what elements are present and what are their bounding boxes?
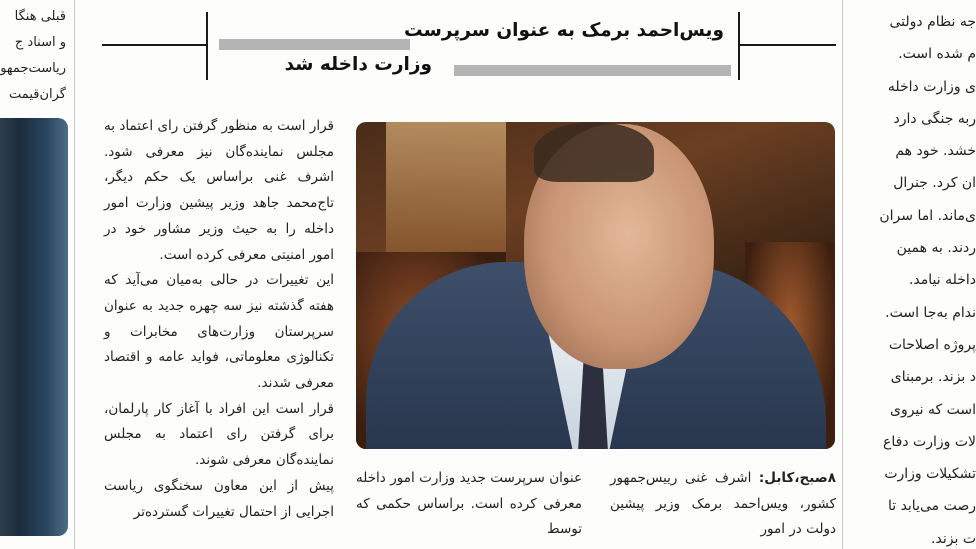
column-divider-right bbox=[842, 0, 843, 549]
right-line: رصت می‌یابد تا bbox=[887, 498, 976, 515]
left-column bbox=[0, 0, 74, 549]
headline-rule-vertical-right bbox=[738, 12, 740, 80]
article-photo bbox=[356, 122, 835, 449]
headline-line-1: ویس‌احمد برمک به عنوان سرپرست bbox=[404, 20, 724, 41]
right-line: ی وزارت داخله bbox=[887, 78, 976, 95]
column-divider-left bbox=[74, 0, 75, 549]
left-line: گران‌قیمت bbox=[9, 87, 66, 102]
right-line: ی‌ماند. اما سران bbox=[879, 207, 976, 224]
article-column-3 bbox=[610, 466, 836, 543]
left-column-photo bbox=[0, 118, 68, 536]
right-line: لات وزارت دفاع bbox=[883, 433, 976, 450]
right-line: ان کرد. جنرال bbox=[893, 175, 976, 192]
right-line: د بزند. برمبنای bbox=[890, 369, 976, 386]
right-line: ربه جنگی دارد bbox=[893, 110, 976, 127]
right-line: م شده است. bbox=[898, 46, 976, 63]
headline-rule-left bbox=[102, 44, 206, 46]
right-line: تشکیلات وزارت bbox=[884, 466, 976, 483]
article-paragraph: قرار است این افراد با آغاز کار پارلمان، برای گرفتن رای اعتماد به مجلس نماینده‌گان معرفی شوند. bbox=[104, 400, 334, 469]
article-paragraph: این تغییرات در حالی به‌میان می‌آید که هفته گذشته نیز سه چهره جدید به عنوان سرپرستان وزارت‌های مخابرات و تکنالوژی معلوماتی، فواید عامه و اقتصاد معرفی شدند. bbox=[104, 272, 334, 392]
article-paragraph: عنوان سرپرست جدید وزارت امور داخله معرفی کرده است. براساس حکمی که توسط bbox=[356, 470, 582, 538]
article-column-2 bbox=[356, 466, 582, 543]
right-column bbox=[850, 6, 976, 549]
right-line: پروژه اصلاحات bbox=[888, 336, 976, 353]
article-paragraph: قرار است به منظور گرفتن رای اعتماد به مجلس نماینده‌گان نیز معرفی شود. اشرف غنی براساس یک حکم دیگر، تاج‌محمد جاهد وزیر پیشین وزارت امور داخله را به حیث وزیر مشاور خود در امور امنیتی معرفی کرده است. bbox=[104, 118, 334, 263]
headline-bar-top bbox=[219, 39, 410, 50]
headline-bar-bottom bbox=[454, 65, 731, 76]
right-line: ندام به‌جا است. bbox=[885, 304, 976, 321]
right-line: ت بزند. bbox=[931, 530, 976, 547]
right-line: ردند. به همین bbox=[896, 240, 976, 257]
right-line: خشد. خود هم bbox=[895, 143, 976, 160]
headline-rule-right bbox=[740, 44, 836, 46]
left-line: ریاست‌جمهو bbox=[0, 61, 66, 76]
article-text: اشرف غنی رییس‌جمهور کشور، ویس‌احمد برمک وزیر پیشین دولت در امور bbox=[610, 470, 836, 538]
left-line: قبلی هنگا bbox=[14, 9, 66, 24]
right-line: است که نیروی bbox=[889, 401, 976, 418]
left-column-text bbox=[0, 4, 66, 108]
article-paragraph bbox=[610, 466, 836, 543]
headline-rule-vertical-left bbox=[206, 12, 208, 80]
dateline: ۸صبح،کابل: bbox=[758, 470, 837, 486]
left-line: و اسناد ج bbox=[14, 35, 66, 50]
right-line: جه نظام دولتی bbox=[889, 14, 976, 30]
right-line: داخله نیامد. bbox=[908, 272, 976, 289]
article-paragraph: پیش از این معاون سخنگوی ریاست اجرایی از احتمال تغییرات گسترده‌تر bbox=[104, 477, 334, 520]
headline-line-2: وزارت داخله شد bbox=[284, 54, 432, 75]
article-column-1 bbox=[104, 114, 334, 525]
